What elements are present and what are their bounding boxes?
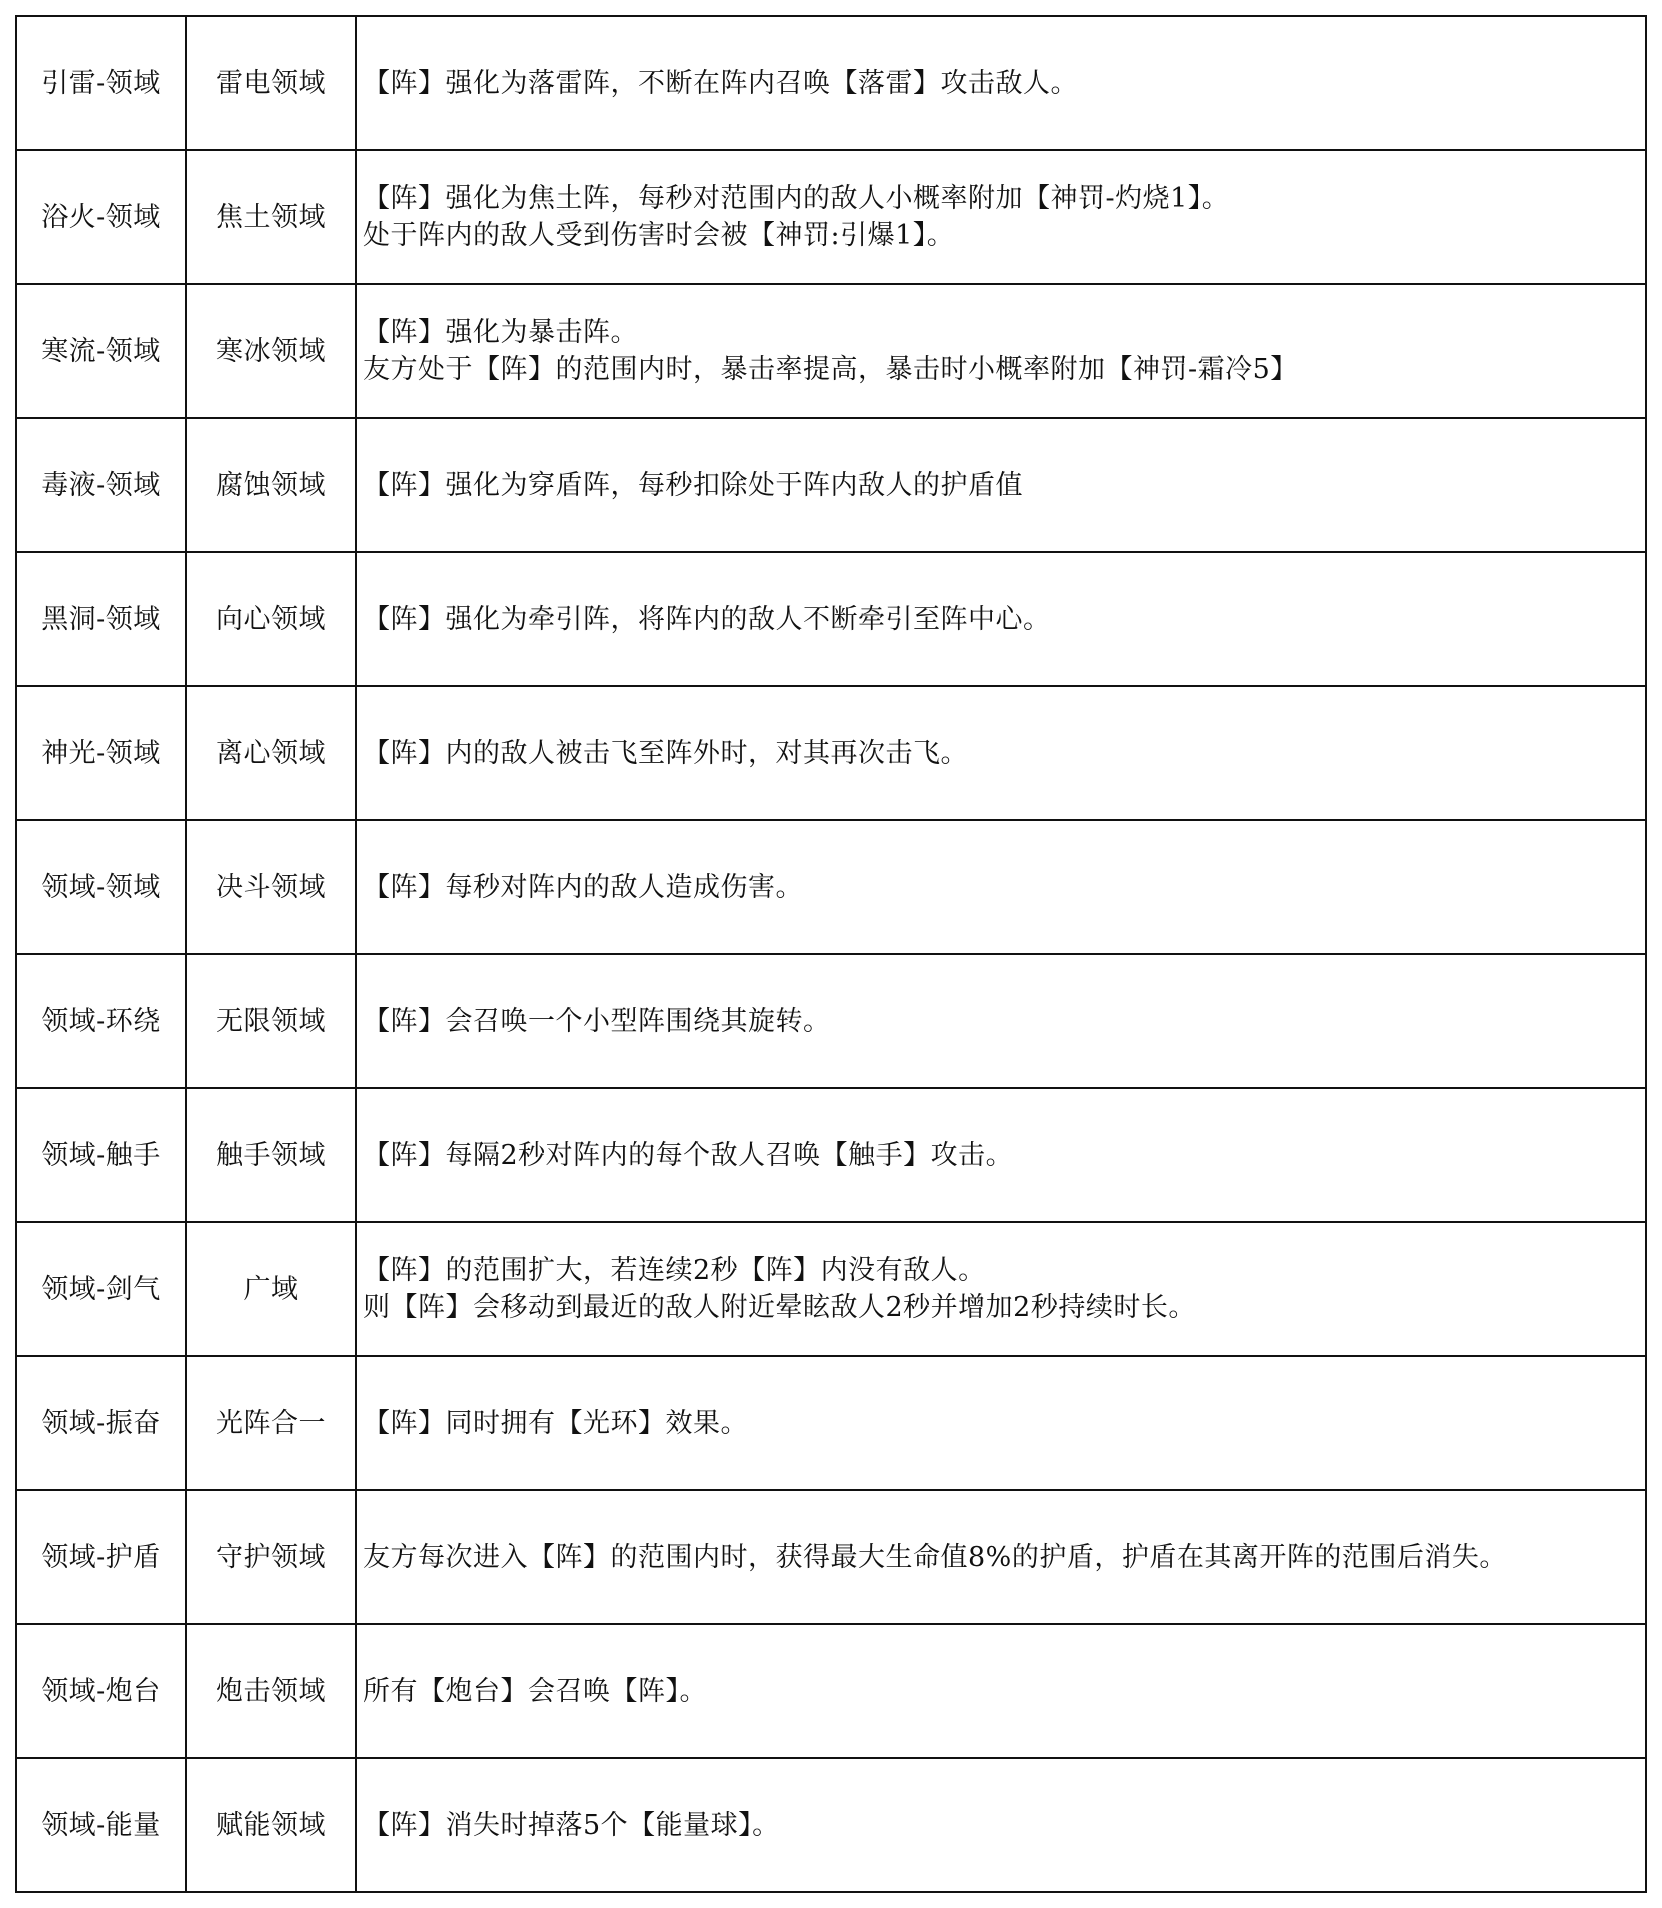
description-cell: [356, 150, 1646, 284]
description-line: 则【阵】会移动到最近的敌人附近晕眩敌人2秒并增加2秒持续时长。: [363, 1292, 1196, 1323]
description-line: 处于阵内的敌人受到伤害时会被【神罚:引爆1】。: [363, 220, 955, 251]
domain-type-cell: 雷电领域: [186, 16, 356, 150]
table-row: [16, 418, 1646, 552]
table-row: [16, 16, 1646, 150]
domain-type-cell: 炮击领域: [186, 1624, 356, 1758]
description-cell: [356, 552, 1646, 686]
description-line: 友方每次进入【阵】的范围内时，获得最大生命值8%的护盾，护盾在其离开阵的范围后消失。: [363, 1541, 1507, 1573]
table-row: [16, 954, 1646, 1088]
skill-name-cell: 领域-剑气: [16, 1222, 186, 1356]
description-line: 【阵】消失时掉落5个【能量球】。: [363, 1809, 780, 1841]
skill-name-cell: 领域-振奋: [16, 1356, 186, 1490]
skill-name-cell: 浴火-领域: [16, 150, 186, 284]
skill-name-cell: 毒液-领域: [16, 418, 186, 552]
description-line: 【阵】每秒对阵内的敌人造成伤害。: [363, 871, 803, 903]
skill-name-cell: 领域-能量: [16, 1758, 186, 1892]
description-cell: [356, 686, 1646, 820]
table-row: [16, 1490, 1646, 1624]
domain-skills-table: [15, 15, 1647, 1893]
table-row: [16, 150, 1646, 284]
description-cell: [356, 1356, 1646, 1490]
skill-name-cell: 神光-领域: [16, 686, 186, 820]
domain-type-cell: 无限领域: [186, 954, 356, 1088]
description-cell: [356, 284, 1646, 418]
description-cell: [356, 954, 1646, 1088]
description-cell: [356, 1222, 1646, 1356]
description-line: 【阵】的范围扩大，若连续2秒【阵】内没有敌人。: [363, 1255, 986, 1286]
description-line: 【阵】强化为落雷阵，不断在阵内召唤【落雷】攻击敌人。: [363, 67, 1078, 99]
description-cell: [356, 418, 1646, 552]
table-row: [16, 552, 1646, 686]
table-row: [16, 1222, 1646, 1356]
description-cell: [356, 1490, 1646, 1624]
description-line: 所有【炮台】会召唤【阵】。: [363, 1675, 707, 1707]
domain-type-cell: 守护领域: [186, 1490, 356, 1624]
description-line: 【阵】每隔2秒对阵内的每个敌人召唤【触手】攻击。: [363, 1139, 1014, 1171]
description-line: 【阵】同时拥有【光环】效果。: [363, 1407, 748, 1439]
skill-name-cell: 领域-领域: [16, 820, 186, 954]
domain-type-cell: 离心领域: [186, 686, 356, 820]
skill-name-cell: 领域-触手: [16, 1088, 186, 1222]
domain-type-cell: 寒冰领域: [186, 284, 356, 418]
domain-type-cell: 赋能领域: [186, 1758, 356, 1892]
domain-type-cell: 光阵合一: [186, 1356, 356, 1490]
skill-name-cell: 领域-护盾: [16, 1490, 186, 1624]
description-line: 【阵】内的敌人被击飞至阵外时，对其再次击飞。: [363, 737, 968, 769]
domain-type-cell: 腐蚀领域: [186, 418, 356, 552]
description-cell: [356, 16, 1646, 150]
description-cell: [356, 1758, 1646, 1892]
description-line: 【阵】强化为牵引阵，将阵内的敌人不断牵引至阵中心。: [363, 603, 1051, 635]
description-line: 友方处于【阵】的范围内时，暴击率提高，暴击时小概率附加【神罚-霜冷5】: [363, 354, 1298, 385]
skill-name-cell: 引雷-领域: [16, 16, 186, 150]
description-line: 【阵】强化为暴击阵。: [363, 317, 638, 348]
skill-name-cell: 寒流-领域: [16, 284, 186, 418]
description-cell: [356, 1624, 1646, 1758]
description-line: 【阵】强化为穿盾阵，每秒扣除处于阵内敌人的护盾值: [363, 469, 1023, 501]
description-cell: [356, 1088, 1646, 1222]
skill-name-cell: 领域-炮台: [16, 1624, 186, 1758]
table-row: [16, 820, 1646, 954]
table-row: [16, 1758, 1646, 1892]
skill-name-cell: 黑洞-领域: [16, 552, 186, 686]
domain-type-cell: 触手领域: [186, 1088, 356, 1222]
table-row: [16, 1624, 1646, 1758]
table-row: [16, 284, 1646, 418]
table-row: [16, 1088, 1646, 1222]
domain-type-cell: 广域: [186, 1222, 356, 1356]
domain-type-cell: 向心领域: [186, 552, 356, 686]
table-row: [16, 686, 1646, 820]
skill-name-cell: 领域-环绕: [16, 954, 186, 1088]
description-line: 【阵】会召唤一个小型阵围绕其旋转。: [363, 1005, 831, 1037]
domain-type-cell: 决斗领域: [186, 820, 356, 954]
description-cell: [356, 820, 1646, 954]
domain-type-cell: 焦土领域: [186, 150, 356, 284]
table-row: [16, 1356, 1646, 1490]
description-line: 【阵】强化为焦土阵，每秒对范围内的敌人小概率附加【神罚-灼烧1】。: [363, 183, 1230, 214]
table-body: [16, 16, 1646, 1892]
